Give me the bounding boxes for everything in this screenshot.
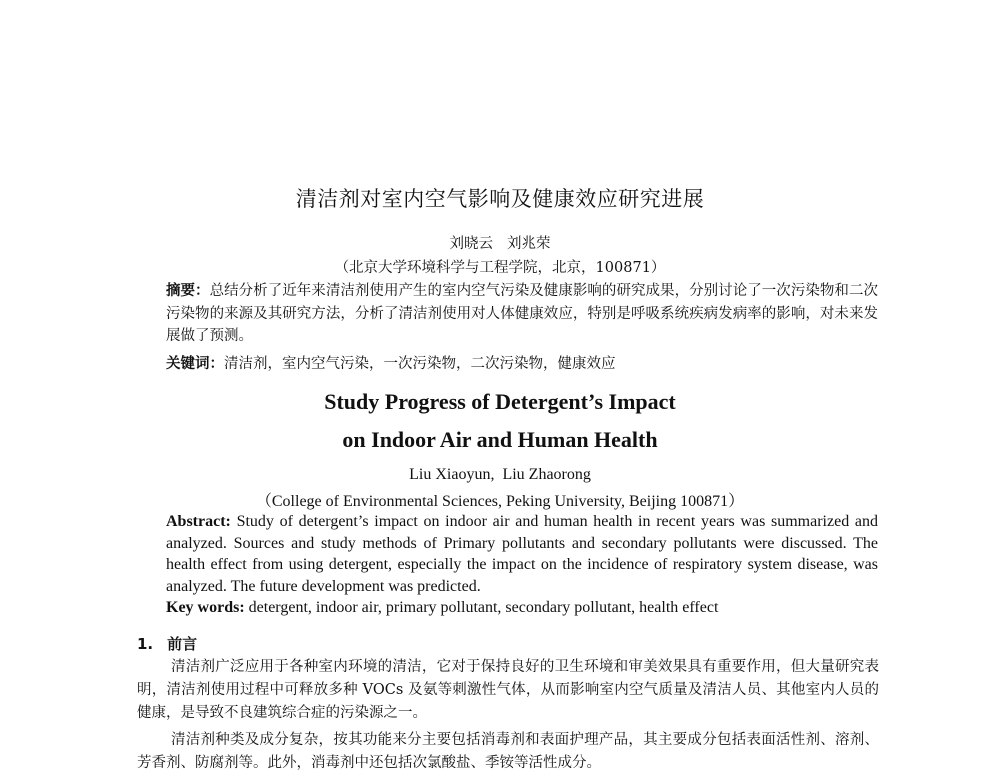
english-affiliation: （College of Environmental Sciences, Peking University, Beijing 100871） <box>255 493 745 510</box>
section-1-paragraph-1: 清洁剂广泛应用于各种室内环境的清洁，它对于保持良好的卫生环境和审美效果具有重要作用，但大量研究表明，清洁剂使用过程中可释放多种 VOCs 及氨等刺激性气体，从而影响室内空气质量及清洁人员、其他室内人员的健康，是导致不良建筑综合症的污染源之一。 <box>137 659 879 721</box>
english-authors <box>0 466 1000 484</box>
chinese-authors <box>0 232 1000 253</box>
section-1-title: 前言 <box>167 635 198 653</box>
english-title-line-2: on Indoor Air and Human Health <box>342 427 658 452</box>
english-title-line-1: Study Progress of Detergent’s Impact <box>324 389 676 414</box>
english-author-1: Liu Xiaoyun, <box>409 466 495 483</box>
section-1-number: 1. <box>137 635 154 653</box>
english-abstract-label: Abstract: <box>166 513 231 530</box>
chinese-abstract-text: 总结分析了近年来清洁剂使用产生的室内空气污染及健康影响的研究成果，分别讨论了一次污染物和二次污染物的来源及其研究方法，分析了清洁剂使用对人体健康效应，特别是呼吸系统疾病发病率的影响，对未来发展做了预测。 <box>166 283 878 344</box>
english-keywords-label: Key words: <box>166 599 245 616</box>
english-author-2: Liu Zhaorong <box>502 466 591 483</box>
chinese-author-1: 刘晓云 <box>449 236 493 252</box>
english-abstract <box>166 511 878 597</box>
chinese-abstract <box>166 280 878 348</box>
chinese-keywords <box>166 352 878 373</box>
chinese-affiliation: （北京大学环境科学与工程学院，北京，100871） <box>334 260 666 276</box>
chinese-title: 清洁剂对室内空气影响及健康效应研究进展 <box>295 187 705 211</box>
section-1-paragraph-2: 清洁剂种类及成分复杂，按其功能来分主要包括消毒剂和表面护理产品，其主要成分包括表面活性剂、溶剂、芳香剂、防腐剂等。此外，消毒剂中还包括次氯酸盐、季铵等活性成分。 <box>137 732 879 771</box>
chinese-abstract-label: 摘要： <box>166 283 210 299</box>
english-abstract-text: Study of detergent’s impact on indoor air and human health in recent years was summarized and analyzed. Sources and study methods of Primary pollutants and secondary pollutants were discussed. The health effect from using detergent, especially the impact on the incidence of respiratory system disease, was analyzed. The future development was predicted. <box>166 513 879 595</box>
english-keywords-text: detergent, indoor air, primary pollutant, secondary pollutant, health effect <box>248 599 719 616</box>
english-keywords <box>166 599 878 617</box>
section-1-heading <box>137 633 197 654</box>
chinese-keywords-label: 关键词： <box>166 356 224 372</box>
chinese-author-2: 刘兆荣 <box>507 236 551 252</box>
chinese-keywords-text: 清洁剂，室内空气污染，一次污染物，二次污染物，健康效应 <box>224 356 616 372</box>
